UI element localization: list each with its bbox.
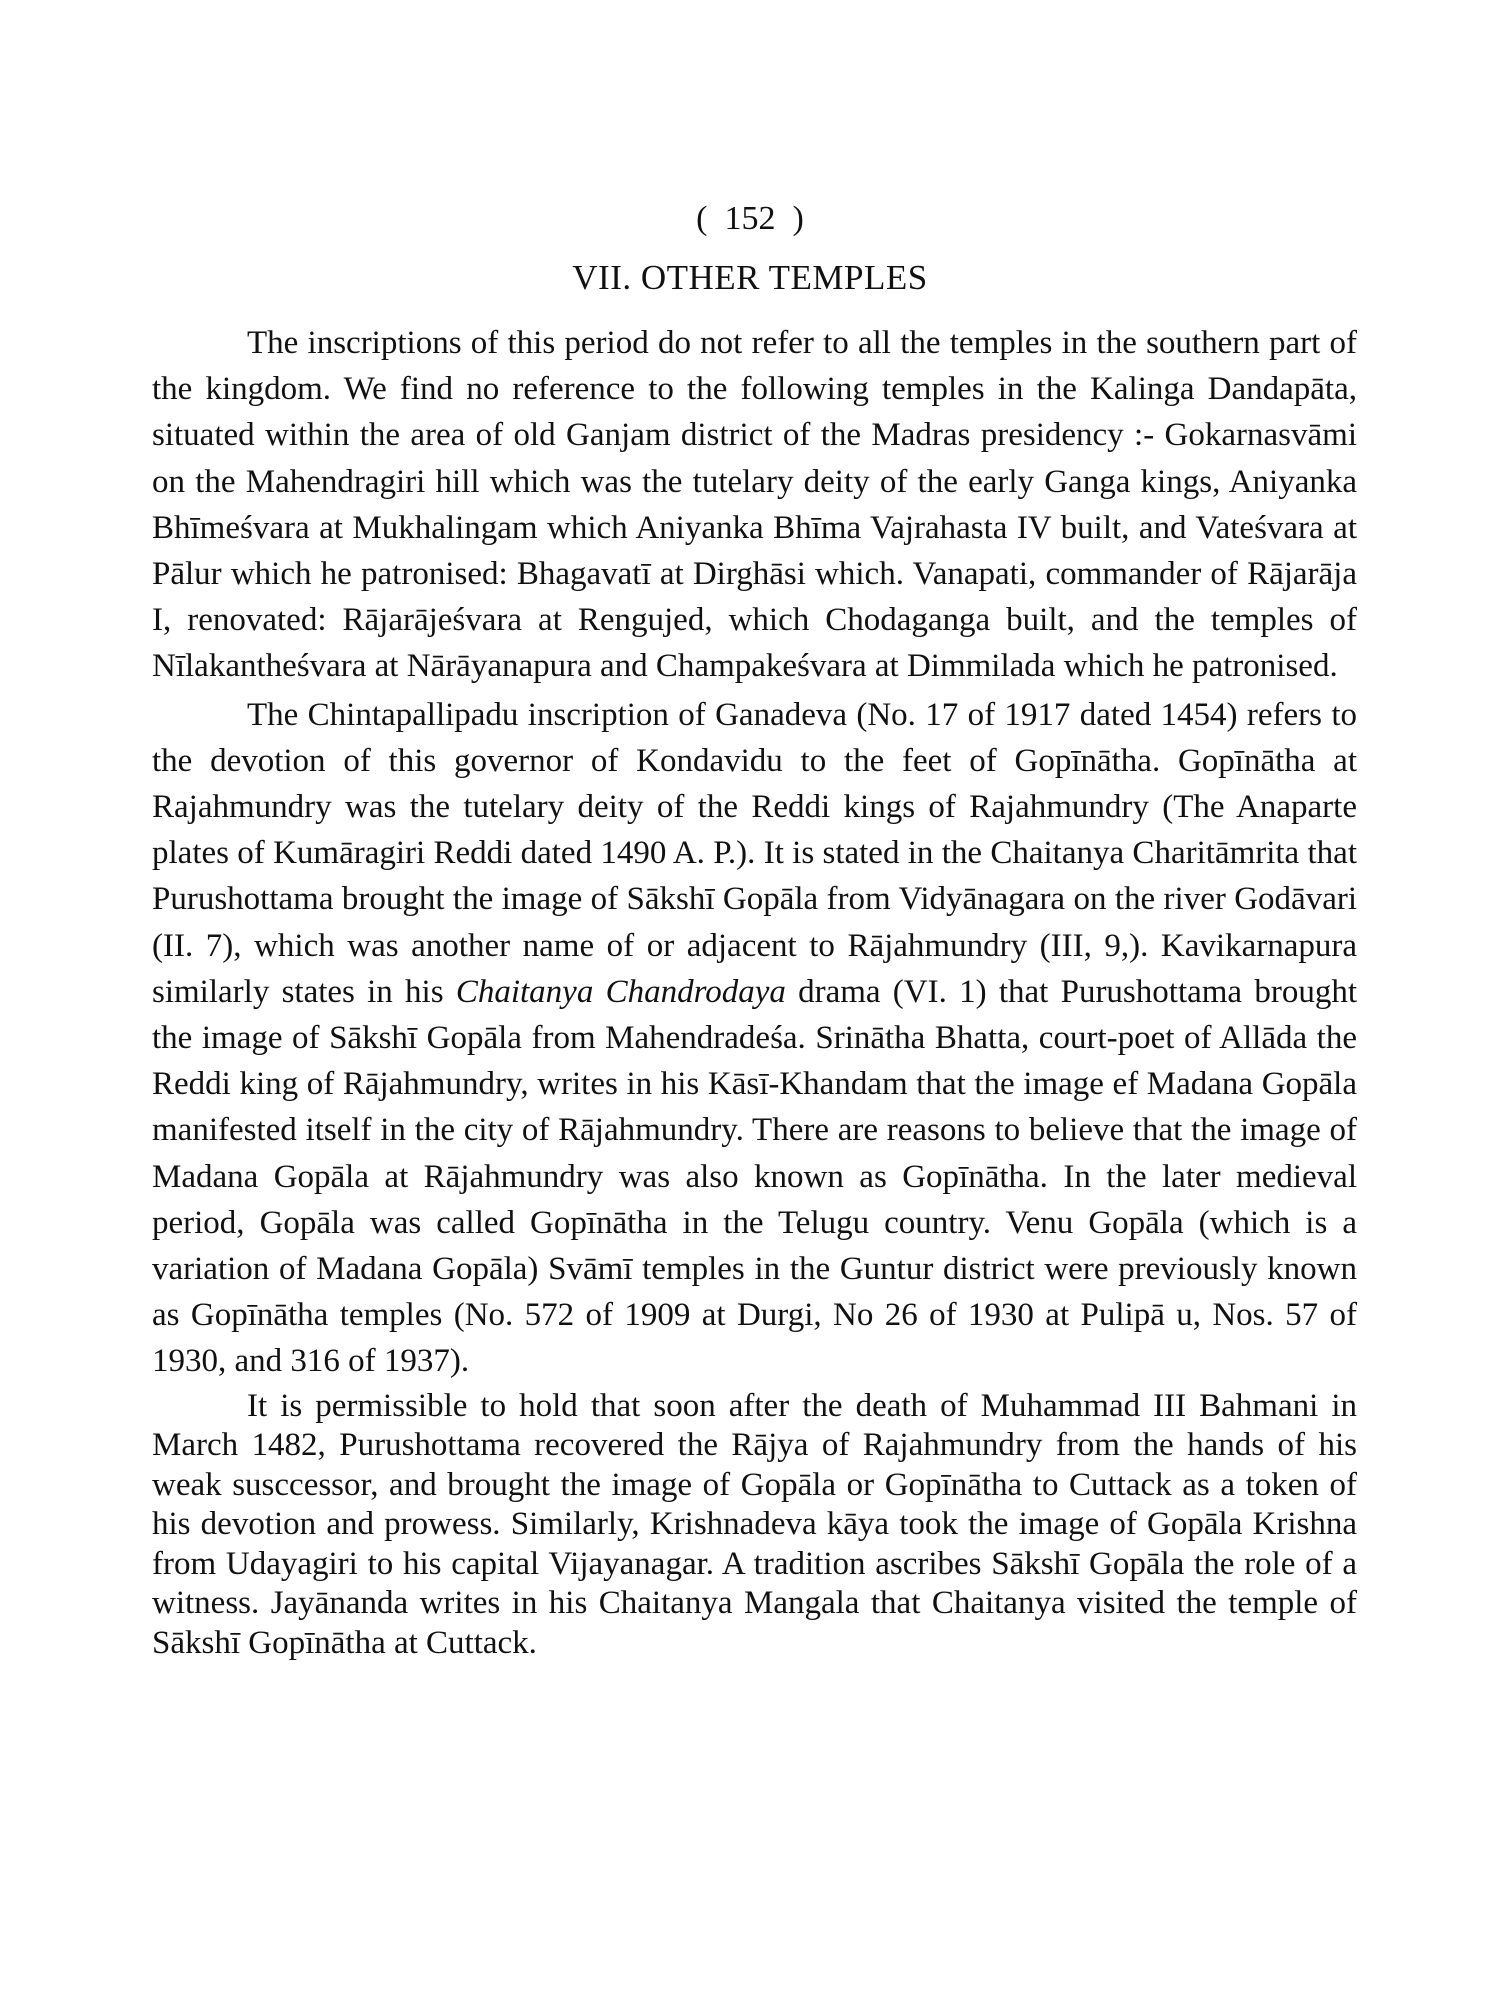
paragraph-3: It is permissible to hold that soon after the death of Muhammad III Bahmani in March 1482, Purushottama recovered the Rājya of Rajahmundry from the hands of his weak susccessor, and brought the image of Gopāla or Gopīnātha to Cuttack as a token of his devotion and prowess. Similarly, Krishnadeva kāya took the image of Gopāla Krishna from Udayagiri to his capital Vijayanagar. A tradition ascribes Sākshī Gopāla the role of a witness. Jayānanda writes in his Chaitanya Mangala that Chaitanya visited the temple of Sākshī Gopīnātha at Cuttack.	[152, 1387, 1357, 1661]
paragraph-2	[152, 692, 1357, 1385]
chapter-title: VII. OTHER TEMPLES	[572, 258, 928, 297]
body-text	[152, 320, 1357, 1663]
page-number: ( 152 )	[696, 200, 804, 237]
paragraph-2-text-start: The Chintapallipadu inscription of Ganadeva (No. 17 of 1917 dated 1454) refers to the devotion of this governor of Kondavidu to the feet of Gopīnātha. Gopīnātha at Rajahmundry was the tutelary deity of the Reddi kings of Rajahmundry (The Anaparte plates of Kumāragiri Reddi dated 1490 A. P.). It is stated in the Chaitanya Charitāmrita that Purushottama brought the image of Sākshī Gopāla from Vidyānagara on the river Godāvari (II. 7), which was another name of or adjacent to Rājahmundry (III, 9,). Kavikarnapura similarly states in his	[152, 696, 1357, 1010]
paragraph-2-text-end: drama (VI. 1) that Purushottama brought the image of Sākshī Gopāla from Mahendradeśa. Srinātha Bhatta, court-poet of Allāda the Reddi king of Rājahmundry, writes in his Kāsī-Khandam that the image ef Madana Gopāla manifested itself in the city of Rājahmundry. There are reasons to believe that the image of Madana Gopāla at Rājahmundry was also known as Gopīnātha. In the later medieval period, Gopāla was called Gopīnātha in the Telugu country. Venu Gopāla (which is a variation of Madana Gopāla) Svāmī temples in the Guntur district were previously known as Gopīnātha temples (No. 572 of 1909 at Durgi, No 26 of 1930 at Pulipā u, Nos. 57 of 1930, and 316 of 1937).	[152, 973, 1357, 1380]
italic-title-chaitanya-chandrodaya: Chaitanya Chandrodaya	[455, 973, 786, 1010]
paragraph-1: The inscriptions of this period do not refer to all the temples in the southern part of the kingdom. We find no reference to the following temples in the Kalinga Dandapāta, situated within the area of old Ganjam district of the Madras presidency :- Gokarnasvāmi on the Mahendragiri hill which was the tutelary deity of the early Ganga kings, Aniyanka Bhīmeśvara at Mukhalingam which Aniyanka Bhīma Vajrahasta IV built, and Vateśvara at Pālur which he patronised: Bhagavatī at Dirghāsi which. Vanapati, commander of Rājarāja I, renovated: Rājarājeśvara at Rengujed, which Chodaganga built, and the temples of Nīlakantheśvara at Nārāyanapura and Champakeśvara at Dimmilada which he patronised.	[152, 325, 1357, 685]
